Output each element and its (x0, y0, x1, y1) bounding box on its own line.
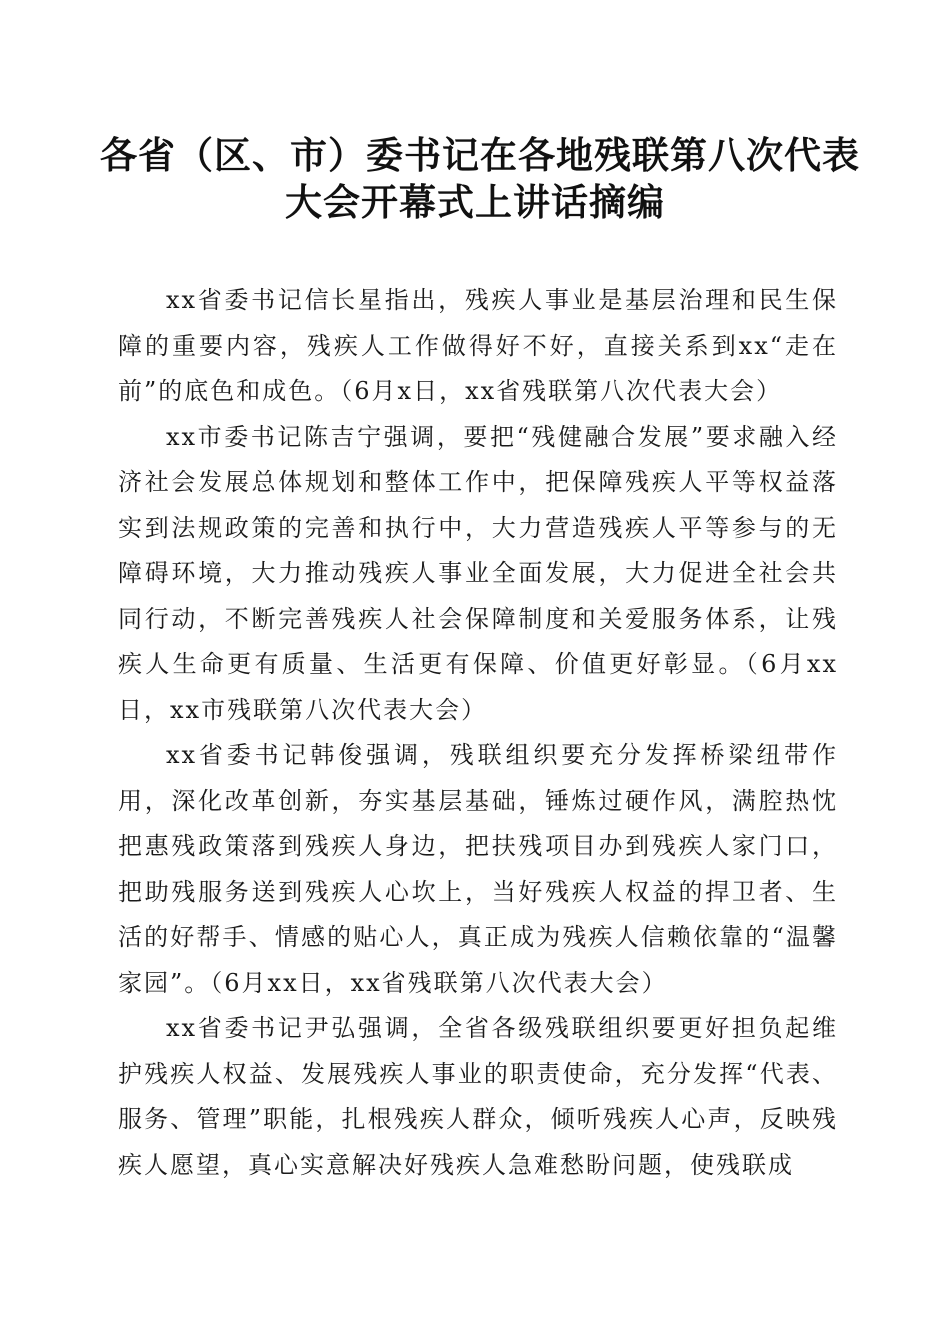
paragraph: xx省委书记韩俊强调，残联组织要充分发挥桥梁纽带作用，深化改革创新，夯实基层基础，锤炼过硬作风，满腔热忱把惠残政策落到残疾人身边，把扶残项目办到残疾人家门口，把助残服务送到残疾人心坎上，当好残疾人权益的捍卫者、生活的好帮手、情感的贴心人，真正成为残疾人信赖依靠的“温馨家园”。（6月xx日，xx省残联第八次代表大会） (118, 741, 838, 997)
paragraph: xx省委书记尹弘强调，全省各级残联组织要更好担负起维护残疾人权益、发展残疾人事业的职责使命，充分发挥“代表、服务、管理”职能，扎根残疾人群众，倾听残疾人心声，反映残疾人愿望，真心实意解决好残疾人急难愁盼问题，使残联成 (118, 1014, 838, 1179)
title-line-2: 大会开幕式上讲话摘编 (285, 180, 665, 224)
document-body (118, 278, 838, 1188)
paragraph: xx市委书记陈吉宁强调，要把“残健融合发展”要求融入经济社会发展总体规划和整体工作中，把保障残疾人平等权益落实到法规政策的完善和执行中，大力营造残疾人平等参与的无障碍环境，大力推动残疾人事业全面发展，大力促进全社会共同行动，不断完善残疾人社会保障制度和关爱服务体系，让残疾人生命更有质量、生活更有保障、价值更好彰显。（6月xx日，xx市残联第八次代表大会） (118, 422, 838, 724)
title-line-1: 各省（区、市）委书记在各地残联第八次代表 (100, 133, 860, 177)
paragraph: xx省委书记信长星指出，残疾人事业是基层治理和民生保障的重要内容，残疾人工作做得好不好，直接关系到xx“走在前”的底色和成色。（6月x日，xx省残联第八次代表大会） (118, 286, 838, 405)
document-title (100, 132, 860, 226)
